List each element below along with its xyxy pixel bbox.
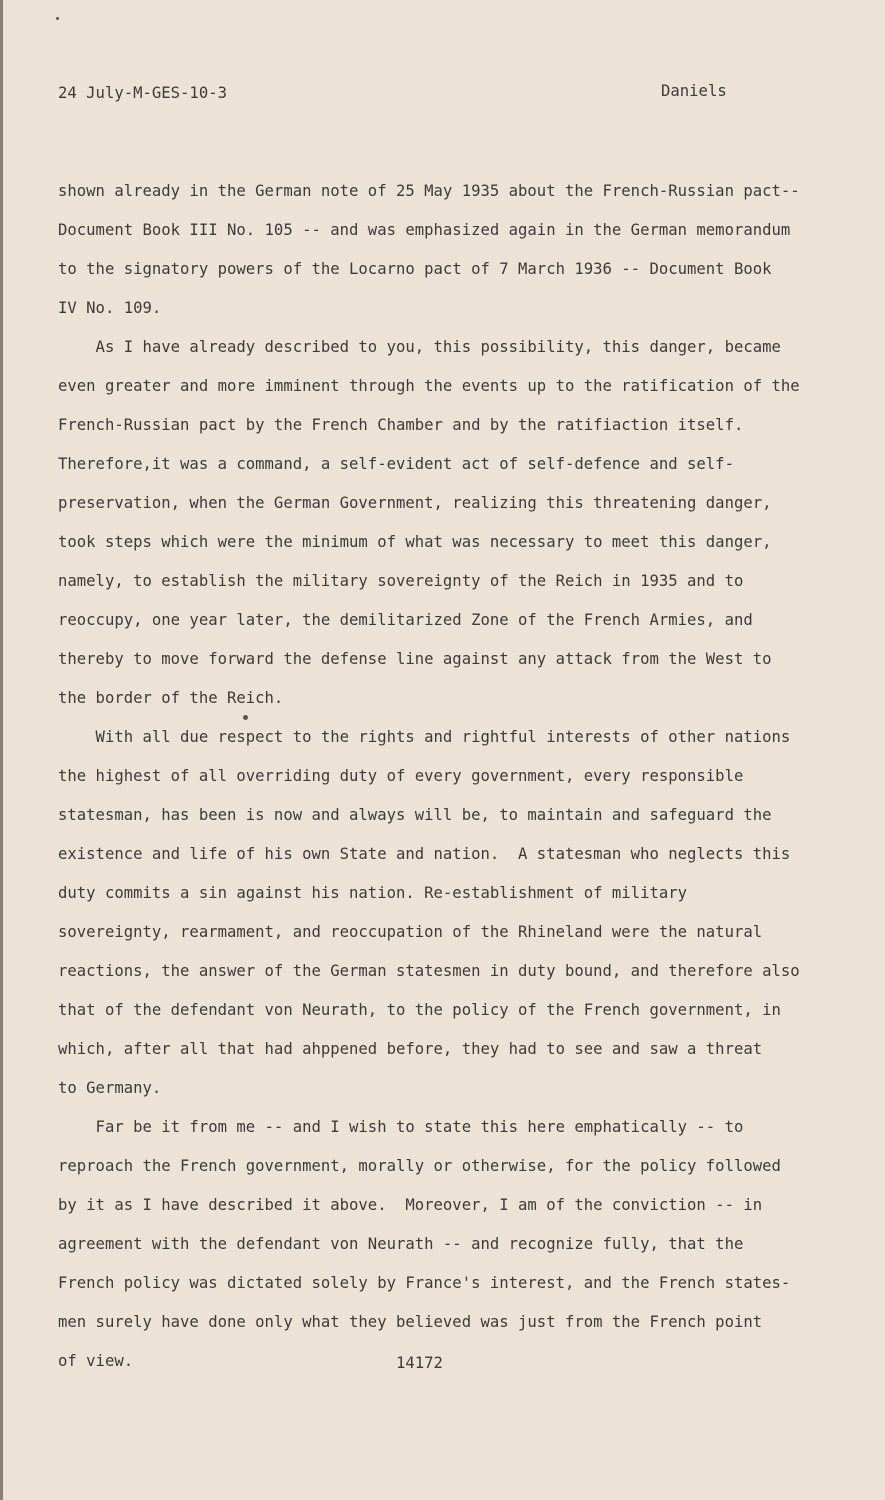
text-line: Therefore,it was a command, a self-evident act of self-defence and self-	[58, 455, 734, 473]
text-line: to Germany.	[58, 1079, 162, 1097]
text-line: IV No. 109.	[58, 299, 162, 317]
text-line: French-Russian pact by the French Chamber and by the ratifiaction itself.	[58, 416, 744, 434]
text-line: With all due respect to the rights and rightful interests of other nations	[58, 728, 791, 746]
text-line: took steps which were the minimum of what was necessary to meet this danger,	[58, 533, 772, 551]
text-line: that of the defendant von Neurath, to the policy of the French government, in	[58, 1001, 781, 1019]
page-number: 14172	[396, 1354, 443, 1372]
text-line: Document Book III No. 105 -- and was emphasized again in the German memorandum	[58, 221, 791, 239]
text-line: Far be it from me -- and I wish to state this here emphatically -- to	[58, 1118, 744, 1136]
text-line: existence and life of his own State and nation. A statesman who neglects this	[58, 845, 791, 863]
text-line: sovereignty, rearmament, and reoccupation of the Rhineland were the natural	[58, 923, 763, 941]
ink-speck	[243, 715, 248, 720]
text-line: reproach the French government, morally or otherwise, for the policy followed	[58, 1157, 781, 1175]
page-edge	[0, 0, 3, 1500]
document-reference: 24 July-M-GES-10-3	[58, 84, 227, 102]
text-line: to the signatory powers of the Locarno pact of 7 March 1936 -- Document Book	[58, 260, 772, 278]
text-line: statesman, has been is now and always will be, to maintain and safeguard the	[58, 806, 772, 824]
text-line: agreement with the defendant von Neurath -- and recognize fully, that the	[58, 1235, 744, 1253]
text-line: duty commits a sin against his nation. Re-establishment of military	[58, 884, 688, 902]
text-line: of view.	[58, 1352, 134, 1370]
text-line: As I have already described to you, this possibility, this danger, became	[58, 338, 781, 356]
text-line: thereby to move forward the defense line against any attack from the West to	[58, 650, 772, 668]
text-line: namely, to establish the military sovereignty of the Reich in 1935 and to	[58, 572, 744, 590]
text-line: by it as I have described it above. Moreover, I am of the conviction -- in	[58, 1196, 763, 1214]
ink-speck	[56, 17, 59, 20]
text-line: shown already in the German note of 25 May 1935 about the French-Russian pact--	[58, 182, 800, 200]
text-line: preservation, when the German Government, realizing this threatening danger,	[58, 494, 772, 512]
text-line: reoccupy, one year later, the demilitarized Zone of the French Armies, and	[58, 611, 753, 629]
text-line: reactions, the answer of the German statesmen in duty bound, and therefore also	[58, 962, 800, 980]
text-line: men surely have done only what they believed was just from the French point	[58, 1313, 763, 1331]
text-line: which, after all that had ahppened before, they had to see and saw a threat	[58, 1040, 763, 1058]
text-line: even greater and more imminent through the events up to the ratification of the	[58, 377, 800, 395]
text-line: French policy was dictated solely by France's interest, and the French states-	[58, 1274, 791, 1292]
speaker-name: Daniels	[661, 82, 727, 100]
text-line: the border of the Reich.	[58, 689, 284, 707]
text-line: the highest of all overriding duty of every government, every responsible	[58, 767, 744, 785]
